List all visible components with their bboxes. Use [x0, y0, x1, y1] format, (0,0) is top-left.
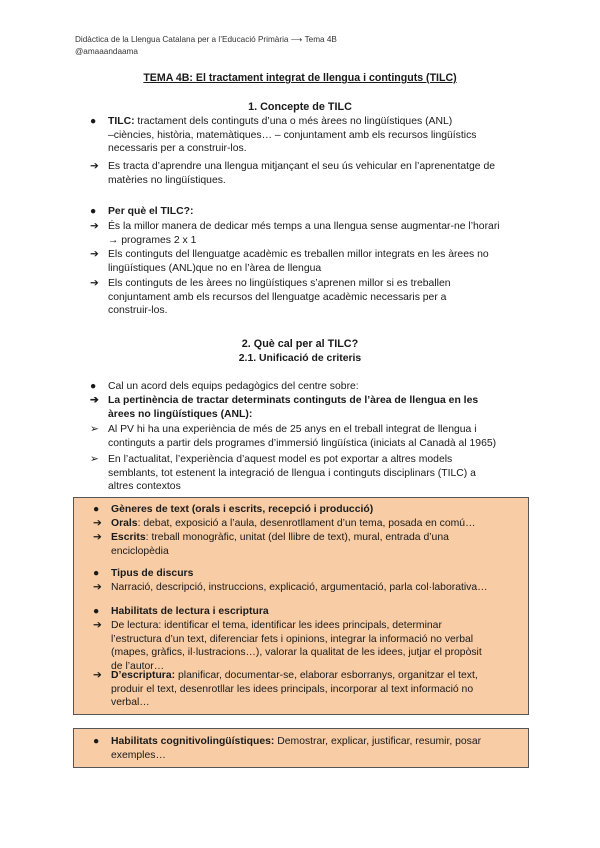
bullet-icon: ●: [93, 504, 100, 515]
list-item: ➔ Els continguts de les àrees no lingüístiques s’aprenen millor si es treballen conjuntament amb els recursos del llenguatge acadèmic necessaris per a construir-los.: [90, 278, 451, 317]
list-item: ➔ D’escriptura: planificar, documentar-se, elaborar esborranys, organitzar el text, produir el text, desenrotllar les idees principals, incorporar al text informació no verbal…: [93, 670, 478, 709]
arrow-icon: ➔: [93, 620, 102, 631]
arrow-icon: ➔: [90, 395, 99, 406]
document-page: Didàctica de la Llengua Catalana per a l’Educació Primària ⟶ Tema 4B @amaaandaama TEMA 4B: El tractament integrat de llengua i continguts (TILC) 1. Concepte de TILC ● TILC: tractament dels continguts d’una o més àrees no lingüístiques (ANL) –ciències, història, matemàtiques… – conjuntament amb els recursos lingüístics necessaris per a construir-los. ➔ Es tracta d’aprendre una llengua mitjançant el seu ús vehicular en l’aprenentatge de matèries no lingüístiques. ● Per què el TILC?: ➔ És la millor manera de dedicar més temps a una llengua sense augmentar-ne l’horari → programes 2 x 1 ➔ Els continguts del llenguatge acadèmic es treballen millor integrats en les àrees no lingüístiques (ANL)que no en l’àrea de llengua ➔ Els continguts de les àrees no lingüístiques s’aprenen millor si es treballen conjuntament amb els recursos del llenguatge acadèmic necessaris per a construir-los. 2. Què cal per al TILC? 2.1. Unificació de criteris ● Cal un acord dels equips pedagògics del centre sobre: ➔ La pertinència de tractar determinats continguts de l’àrea de llengua en les àrees no lingüístiques (ANL): ➢ Al PV hi ha una experiència de més de 25 anys en el treball integrat de llengua i continguts a partir dels programes d’immersió lingüística (iniciats al Canadà al 1965) ➢ En l’actualitat, l’experiència d’aquest model es pot exportar a altres models semblants, tot estenent la integració de llengua i continguts disciplinars (TILC) a altres contextos ● Gèneres de text (orals i escrits, recepció i producció) ➔ Orals: debat, exposició a l’aula, desenrotllament d’un tema, posada en comú… ➔ Escrits: treball monogràfic, unitat (del llibre de text), mural, entrada d’una enciclopèdia ● Tipus de discurs ➔ Narració, descripció, instruccions, explicació, argumentació, parla col·laborativa… ● Habilitats de lectura i escriptura ➔ De lectura: identificar el tema, identificar les idees principals, determinar l’estructura d’un text, diferenciar fets i opinions, integrar la informació no verbal (mapes, gràfics, il·lustracions…), valorar la qualitat de les idees, jutjar el propòsit de l’autor… ➔ D’escriptura: planificar, documentar-se, elaborar esborranys, organitzar el text, produir el text, desenrotllar les idees principals, incorporar al text informació no verbal… ● Habilitats cognitivolingüístiques: Demostrar, explicar, justificar, resumir, posar exemples…: [0, 0, 600, 848]
arrow-icon: ➔: [93, 582, 102, 593]
section-1-heading: 1. Concepte de TILC: [248, 101, 352, 113]
list-item: ➔ La pertinència de tractar determinats continguts de l’àrea de llengua en les àrees no lingüístiques (ANL):: [90, 395, 479, 420]
arrowhead-icon: ➢: [90, 454, 99, 465]
header-course: Didàctica de la Llengua Catalana per a l’Educació Primària ⟶ Tema 4B: [75, 35, 337, 44]
term-tilc: TILC:: [108, 116, 135, 127]
document-title: TEMA 4B: El tractament integrat de llengua i continguts (TILC): [143, 72, 457, 84]
list-item: ➔ És la millor manera de dedicar més temps a una llengua sense augmentar-ne l’horari → programes 2 x 1: [90, 221, 500, 246]
list-item: ➢ En l’actualitat, l’experiència d’aquest model es pot exportar a altres models semblants, tot estenent la integració de llengua i continguts disciplinars (TILC) a altres contextos: [90, 454, 476, 493]
arrow-icon: ➔: [90, 221, 99, 232]
arrowhead-icon: ➢: [90, 424, 99, 435]
list-item: ➔ Els continguts del llenguatge acadèmic es treballen millor integrats en les àrees no lingüístiques (ANL)que no en l’àrea de llengua: [90, 249, 489, 274]
bullet-icon: ●: [93, 606, 100, 617]
page-header: [75, 34, 337, 58]
list-item: ● Habilitats cognitivolingüístiques: Demostrar, explicar, justificar, resumir, posar exemples…: [93, 736, 482, 761]
header-author: @amaaandaama: [75, 47, 138, 56]
list-item: ➢ Al PV hi ha una experiència de més de 25 anys en el treball integrat de llengua i continguts a partir dels programes d’immersió lingüística (iniciats al Canadà al 1965): [90, 424, 497, 449]
list-item: ➔ De lectura: identificar el tema, identificar les idees principals, determinar l’estructura d’un text, diferenciar fets i opinions, integrar la informació no verbal (mapes, gràfics, il·lustracions…), valorar la qualitat de les idees, jutjar el propòsit de l’autor…: [93, 620, 482, 672]
bullet-icon: ●: [93, 568, 100, 579]
bullet-icon: ●: [90, 206, 97, 217]
bullet-icon: ●: [90, 116, 97, 127]
arrow-icon: ➔: [93, 670, 102, 681]
section-2-1-heading: 2.1. Unificació de criteris: [238, 353, 362, 364]
arrow-icon: ➔: [93, 518, 102, 529]
arrow-icon: ➔: [90, 249, 99, 260]
arrow-icon: ➔: [90, 278, 99, 289]
bullet-icon: ●: [90, 381, 97, 392]
section-2-heading: 2. Què cal per al TILC?: [241, 338, 359, 350]
arrow-icon: ➔: [93, 532, 102, 543]
list-item: ➔ Es tracta d’aprendre una llengua mitjançant el seu ús vehicular en l’aprenentatge de matèries no lingüístiques.: [90, 161, 496, 186]
bullet-icon: ●: [93, 736, 100, 747]
list-item: ➔ Escrits: treball monogràfic, unitat (del llibre de text), mural, entrada d’una enciclopèdia: [93, 532, 449, 557]
list-item-tilc-definition: ● TILC: tractament dels continguts d’una o més àrees no lingüístiques (ANL) –ciències, història, matemàtiques… – conjuntament amb els recursos lingüístics necessaris per a construir-los.: [90, 116, 477, 155]
arrow-icon: ➔: [90, 161, 99, 172]
